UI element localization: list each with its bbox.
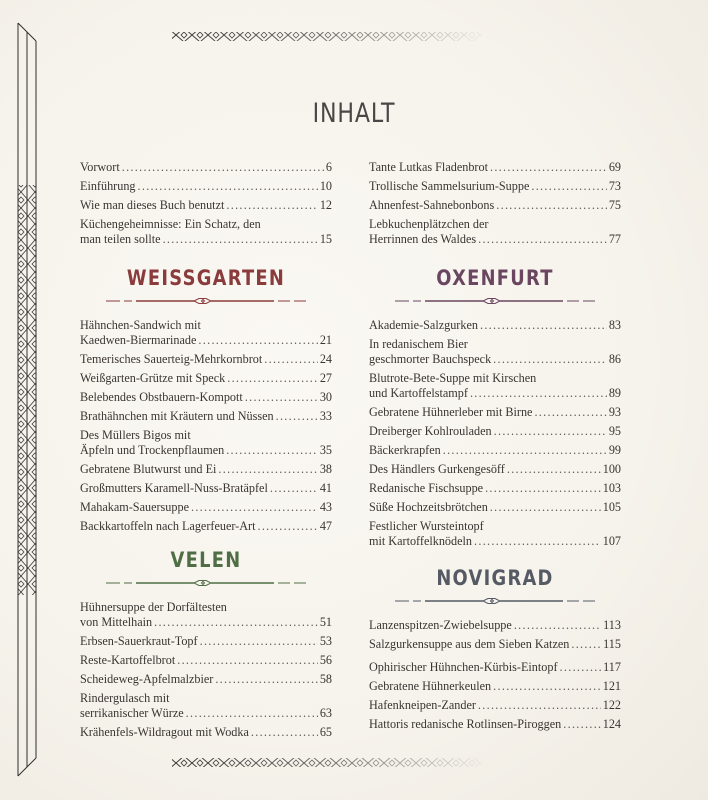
dot-leader: [494, 424, 607, 439]
dot-leader: [493, 352, 607, 367]
toc-entry[interactable]: Tante Lutkas Fladenbrot ..... 69: [369, 160, 621, 175]
dot-leader: [226, 443, 318, 458]
dot-leader: [191, 500, 318, 515]
dot-leader: [496, 198, 607, 213]
dot-leader: [490, 500, 601, 515]
ornament-divider-icon: [106, 296, 306, 306]
dot-leader: [485, 481, 601, 496]
toc-entry[interactable]: Einführung ..... 10: [80, 179, 332, 194]
toc-entry[interactable]: Hattoris redanische Rotlinsen-Piroggen ..... 124: [369, 717, 621, 732]
toc-entry[interactable]: Blutrote-Bete-Suppe mit Kirschen und Kartoffelstampf ..... 89: [369, 371, 621, 401]
dot-leader: [531, 179, 606, 194]
dot-leader: [227, 371, 318, 386]
toc-entry[interactable]: Wie man dieses Buch benutzt ..... 12: [80, 198, 332, 213]
toc-entry[interactable]: Festlicher Wursteintopf mit Kartoffelknödeln ..... 107: [369, 519, 621, 549]
section-oxenfurt: [369, 266, 621, 553]
dot-leader: [493, 679, 601, 694]
toc-entry[interactable]: Redanische Fischsuppe ..... 103: [369, 481, 621, 496]
dot-leader: [198, 333, 317, 348]
toc-entry[interactable]: Hähnchen-Sandwich mit Kaedwen-Biermarinade ..... 21: [80, 318, 332, 348]
dot-leader: [215, 672, 317, 687]
dot-leader: [480, 318, 607, 333]
dot-leader: [478, 698, 601, 713]
toc-entry[interactable]: Erbsen-Sauerkraut-Topf ..... 53: [80, 634, 332, 649]
dot-leader: [264, 352, 318, 367]
ornament-divider-icon: [106, 578, 306, 588]
dot-leader: [276, 409, 318, 424]
page-title: INHALT: [312, 98, 396, 130]
toc-entry[interactable]: Ophirischer Hühnchen-Kürbis-Eintopf ..... 117: [369, 660, 621, 675]
toc-entry[interactable]: Des Müllers Bigos mit Äpfeln und Trockenpflaumen ..... 35: [80, 428, 332, 458]
dot-leader: [514, 618, 601, 633]
toc-entry[interactable]: Gebratene Hühnerleber mit Birne ..... 93: [369, 405, 621, 420]
toc-entry[interactable]: Rindergulasch mit serrikanischer Würze ..... 63: [80, 691, 332, 721]
section-velen: [80, 548, 332, 744]
dot-leader: [507, 462, 601, 477]
toc-entry[interactable]: Trollische Sammelsurium-Suppe ..... 73: [369, 179, 621, 194]
dot-leader: [154, 615, 318, 630]
dot-leader: [177, 653, 318, 668]
dot-leader: [478, 232, 607, 247]
toc-entry[interactable]: Backkartoffeln nach Lagerfeuer-Art ..... 47: [80, 519, 332, 534]
toc-entry[interactable]: Küchengeheimnisse: Ein Schatz, den man teilen sollte ..... 15: [80, 217, 332, 247]
dot-leader: [534, 405, 606, 420]
toc-entry[interactable]: Ahnenfest-Sahnebonbons ..... 75: [369, 198, 621, 213]
ornament-divider-icon: [395, 596, 595, 606]
dot-leader: [251, 725, 318, 740]
toc-entry[interactable]: Hühnersuppe der Dorfältesten von Mittelhain ..... 51: [80, 600, 332, 630]
toc-entry[interactable]: Dreiberger Kohlrouladen ..... 95: [369, 424, 621, 439]
dot-leader: [186, 706, 318, 721]
toc-entry[interactable]: Vorwort ..... 6: [80, 160, 332, 175]
toc-entry[interactable]: Süße Hochzeitsbrötchen ..... 105: [369, 500, 621, 515]
section-heading-oxenfurt: OXENFURT: [436, 266, 554, 290]
section-heading-novigrad: NOVIGRAD: [436, 566, 554, 590]
toc-entry[interactable]: Hafenkneipen-Zander ..... 122: [369, 698, 621, 713]
dot-leader: [122, 160, 324, 175]
ornament-divider-icon: [395, 296, 595, 306]
toc-entry[interactable]: Temerisches Sauerteig-Mehrkornbrot ..... 24: [80, 352, 332, 367]
toc-entry[interactable]: In redanischem Bier geschmorter Bauchspeck ..... 86: [369, 337, 621, 367]
dot-leader: [138, 179, 318, 194]
dot-leader: [563, 717, 600, 732]
toc-entry[interactable]: Gebratene Blutwurst und Ei ..... 38: [80, 462, 332, 477]
toc-left-column: [80, 160, 332, 251]
toc-entry[interactable]: Lebkuchenplätzchen der Herrinnen des Waldes ..... 77: [369, 217, 621, 247]
toc-entry[interactable]: Belebendes Obstbauern-Kompott ..... 30: [80, 390, 332, 405]
section-weissgarten: [80, 266, 332, 538]
section-novigrad: [369, 566, 621, 736]
dot-leader: [257, 519, 317, 534]
toc-entry[interactable]: Lanzenspitzen-Zwiebelsuppe ..... 113: [369, 618, 621, 633]
dot-leader: [218, 462, 317, 477]
intro-list: [80, 160, 332, 247]
dot-leader: [470, 386, 607, 401]
toc-entry[interactable]: Bäckerkrapfen ..... 99: [369, 443, 621, 458]
dot-leader: [270, 481, 318, 496]
toc-entry[interactable]: Großmutters Karamell-Nuss-Bratäpfel ..... 41: [80, 481, 332, 496]
dot-leader: [560, 660, 602, 675]
toc-entry[interactable]: Brathähnchen mit Kräutern und Nüssen ..... 33: [80, 409, 332, 424]
toc-entry[interactable]: Salzgurkensuppe aus dem Sieben Katzen ..... 115: [369, 637, 621, 652]
toc-entry[interactable]: Weißgarten-Grütze mit Speck ..... 27: [80, 371, 332, 386]
toc-entry[interactable]: Des Händlers Gurkengesöff ..... 100: [369, 462, 621, 477]
toc-entry[interactable]: Reste-Kartoffelbrot ..... 56: [80, 653, 332, 668]
toc-entry[interactable]: Gebratene Hühnerkeulen ..... 121: [369, 679, 621, 694]
toc-entry[interactable]: Akademie-Salzgurken ..... 83: [369, 318, 621, 333]
toc-entry[interactable]: Mahakam-Sauersuppe ..... 43: [80, 500, 332, 515]
dot-leader: [490, 160, 607, 175]
dot-leader: [226, 198, 317, 213]
dot-leader: [200, 634, 318, 649]
dot-leader: [474, 534, 601, 549]
dot-leader: [571, 637, 601, 652]
toc-entry[interactable]: Scheideweg-Apfelmalzbier ..... 58: [80, 672, 332, 687]
toc-right-column: [369, 160, 621, 251]
dot-leader: [163, 232, 318, 247]
section-heading-velen: VELEN: [170, 548, 242, 572]
dot-leader: [245, 390, 318, 405]
toc-entry[interactable]: Krähenfels-Wildragout mit Wodka ..... 65: [80, 725, 332, 740]
dot-leader: [443, 443, 607, 458]
section-heading-weissgarten: WEISSGARTEN: [126, 266, 286, 290]
